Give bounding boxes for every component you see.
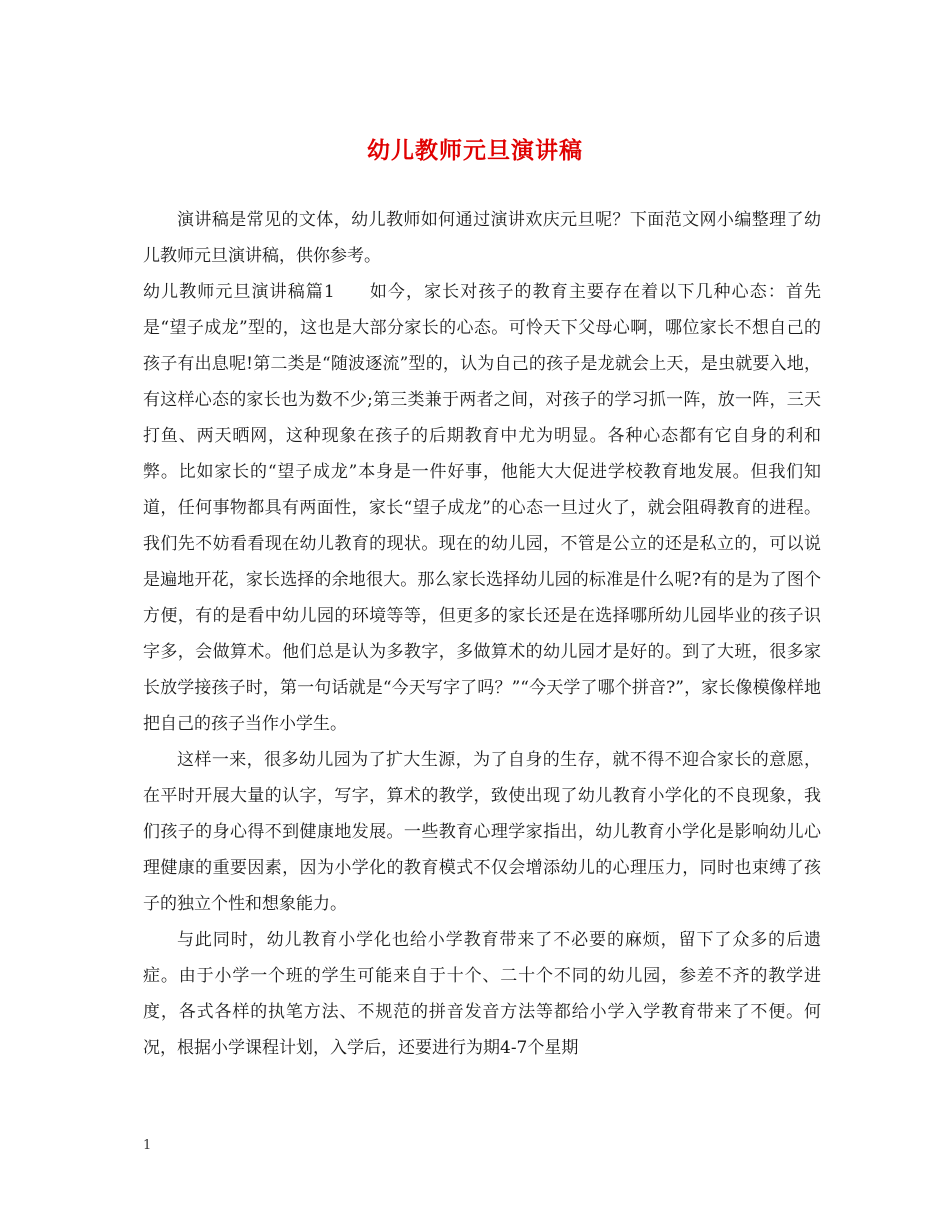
paragraph-3: 与此同时，幼儿教育小学化也给小学教育带来了不必要的麻烦，留下了众多的后遗症。由于小学一个班的学生可能来自于十个、二十个不同的幼儿园，参差不齐的教学进度，各式各样的执笔方法、不规范的拼音发音方法等都给小学入学教育带来了不便。何况，根据小学课程计划，入学后，还要进行为期4-7个星期 [143, 930, 821, 1058]
intro-paragraph: 演讲稿是常见的文体，幼儿教师如何通过演讲欢庆元旦呢？下面范文网小编整理了幼儿教师元旦演讲稿，供你参考。 [143, 210, 821, 266]
document-body [143, 202, 821, 1066]
page-number: 1 [143, 1138, 152, 1153]
paragraph-1-text: 如今，家长对孩子的教育主要存在着以下几种心态：首先是“望子成龙”型的，这也是大部分家长的心态。可怜天下父母心啊，哪位家长不想自己的孩子有出息呢!第二类是“随波逐流”型的，认为自己的孩子是龙就会上天，是虫就要入地，有这样心态的家长也为数不少;第三类兼于两者之间，对孩子的学习抓一阵，放一阵，三天打鱼、两天晒网，这种现象在孩子的后期教育中尤为明显。各种心态都有它自身的利和弊。比如家长的“望子成龙”本身是一件好事，他能大大促进学校教育地发展。但我们知道，任何事物都具有两面性，家长“望子成龙”的心态一旦过火了，就会阻碍教育的进程。我们先不妨看看现在幼儿教育的现状。现在的幼儿园，不管是公立的还是私立的，可以说是遍地开花，家长选择的余地很大。那么家长选择幼儿园的标准是什么呢?有的是为了图个方便，有的是看中幼儿园的环境等等，但更多的家长还是在选择哪所幼儿园毕业的孩子识字多，会做算术。他们总是认为多教字，多做算术的幼儿园才是好的。到了大班，很多家长放学接孩子时，第一句话就是“今天写字了吗？”“今天学了哪个拼音?”，家长像模像样地把自己的孩子当作小学生。 [143, 282, 821, 734]
section-heading: 幼儿教师元旦演讲稿篇1 [143, 282, 335, 302]
paragraph-2: 这样一来，很多幼儿园为了扩大生源，为了自身的生存，就不得不迎合家长的意愿，在平时开展大量的认字，写字，算术的教学，致使出现了幼儿教育小学化的不良现象，我们孩子的身心得不到健康地发展。一些教育心理学家指出，幼儿教育小学化是影响幼儿心理健康的重要因素，因为小学化的教育模式不仅会增添幼儿的心理压力，同时也束缚了孩子的独立个性和想象能力。 [143, 750, 821, 914]
section-paragraph-1 [143, 274, 821, 742]
document-title: 幼儿教师元旦演讲稿 [367, 137, 583, 164]
